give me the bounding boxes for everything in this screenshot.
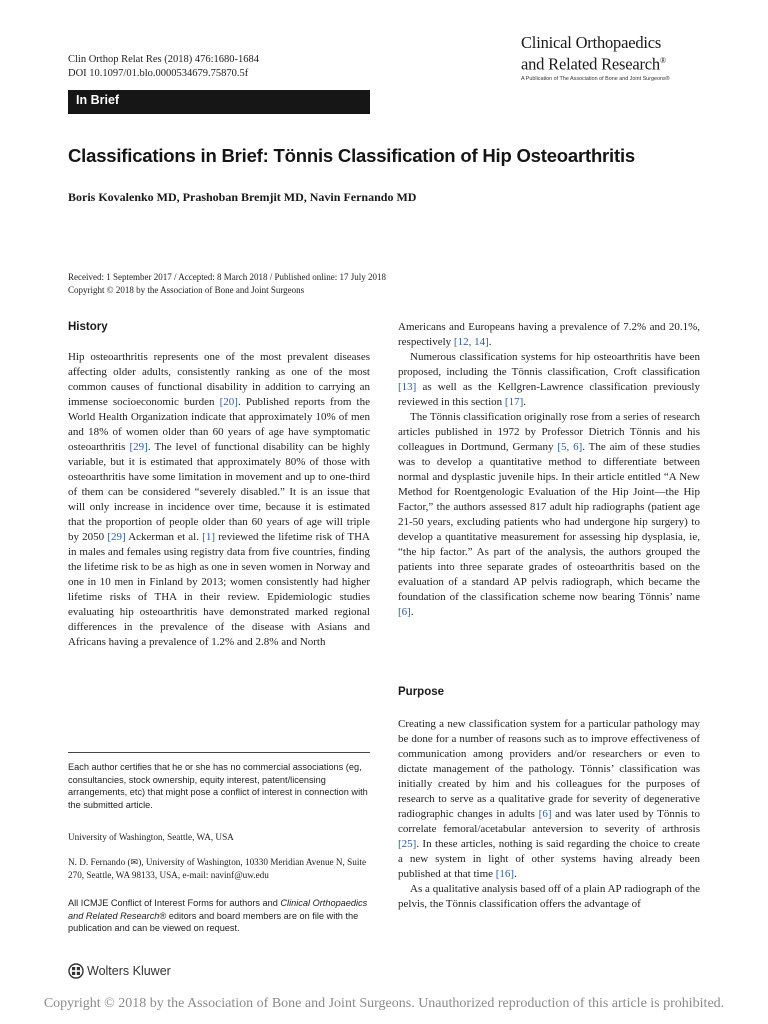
- copyright-line: Copyright © 2018 by the Association of Bone and Joint Surgeons: [68, 285, 305, 295]
- affiliation: University of Washington, Seattle, WA, USA: [68, 832, 234, 842]
- citation-block: [68, 53, 259, 81]
- purpose-paragraph-2: As a qualitative analysis based off of a plain AP radiograph of the pelvis, the Tönnis classification offers the advantage of: [398, 883, 700, 910]
- citation-link[interactable]: [1]: [202, 531, 215, 543]
- right-column: [398, 320, 700, 620]
- doi: DOI 10.1097/01.blo.0000534679.75870.5f: [68, 68, 249, 79]
- article-title: Classifications in Brief: Tönnis Classification of Hip Osteoarthritis: [68, 145, 635, 166]
- history-paragraph-1-continued: Americans and Europeans having a prevalence of 7.2% and 20.1%, respectively [12, 14].: [398, 321, 700, 348]
- purpose-heading: Purpose: [398, 686, 445, 698]
- section-bar: [68, 90, 370, 114]
- page-footer-copyright: Copyright © 2018 by the Association of Bone and Joint Surgeons. Unauthorized reproduction of this article is prohibited.: [43, 996, 725, 1011]
- purpose-column: [398, 717, 700, 912]
- conflict-disclosure: Each author certifies that he or she has no commercial associations (eg, consultancies, stock ownership, equity interest, patent/licensing arrangements, etc) that might pose a conflict of interest in connection with the submitted article.: [68, 762, 368, 810]
- registered-mark: ®: [659, 56, 666, 65]
- section-label: In Brief: [76, 93, 120, 107]
- citation-link[interactable]: [12, 14]: [453, 336, 489, 348]
- history-paragraph-1: Hip osteoarthritis represents one of the most prevalent diseases affecting older adults, consistently ranking as one of the most common causes of functional disability in addition to carrying an immense socioeconomic burden [20]. Published reports from the World Health Organization indicate that approximately 10% of men and 18% of women older than 60 years of age have symptomatic osteoarthritis [29]. The level of functional disability can be highly variable, but it is estimated that approximately 80% of those with osteoarthritis have some limitation in movement and up to one-third of them can be considered “severely disabled.” It is an issue that will only increase in incidence over time, because it is estimated that the proportion of people older than 60 years of age will triple by 2050 [29] Ackerman et al. [1] reviewed the lifetime risk of THA in males and females using registry data from five countries, finding the lifetime risk to be as high as one in seven women in Norway and one in 10 men in Finland by 2013; women consistently had higher lifetime risks of THA in their review. Epidemiologic studies evaluating hip osteoarthritis have demonstrated marked regional differences in the prevalence of the disease with Asians and Africans having a prevalence of 1.2% and 2.8% and North: [68, 351, 370, 648]
- history-paragraph-2: Numerous classification systems for hip osteoarthritis have been proposed, including the Tönnis classification, Croft classification [13] as well as the Kellgren-Lawrence classification previously reviewed in this section [17].: [398, 351, 700, 408]
- left-column: [68, 350, 370, 650]
- citation-link[interactable]: [5, 6]: [557, 441, 583, 453]
- citation-link[interactable]: [25]: [398, 838, 417, 850]
- correspondence: N. D. Fernando (✉), University of Washington, 10330 Meridian Avenue N, Suite 270, Seattle, WA 98133, USA, e-mail: navinf@uw.edu: [68, 857, 367, 880]
- journal-logo: [521, 34, 721, 83]
- purpose-paragraph-1: Creating a new classification system for a particular pathology may be done for a number of reasons such as to improve effectiveness of communication among providers and/or researchers or even to dictate management of the pathology. Tönnis’ classification was initially created by him and his colleagues for the purposes of research to serve as a qualitative grade for severity of degenerative radiographic changes in adults [6] and was later used by Tönnis to correlate femoral/acetabular anteversion to severity of arthrosis [25]. In these articles, nothing is said regarding the choice to create a new system in light of other systems having already been published at that time [16].: [398, 718, 700, 880]
- publisher-logo: [68, 963, 171, 979]
- citation-link[interactable]: [6]: [398, 606, 411, 618]
- publication-dates: Received: 1 September 2017 / Accepted: 8 March 2018 / Published online: 17 July 2018: [68, 272, 386, 282]
- citation-link[interactable]: [13]: [398, 381, 417, 393]
- history-heading: History: [68, 321, 108, 333]
- footnote-divider: [68, 752, 370, 753]
- journal-subtitle: A Publication of The Association of Bone and Joint Surgeons®: [521, 75, 670, 82]
- journal-name-italic: Clinical Orthopaedics and Related Research: [68, 898, 368, 921]
- journal-name-line1: Clinical Orthopaedics: [521, 33, 662, 52]
- wolters-kluwer-icon: [68, 963, 84, 979]
- icmje-statement: All ICMJE Conflict of Interest Forms for authors and Clinical Orthopaedics and Related Research® editors and board members are on file with the publication and can be viewed on request.: [68, 898, 368, 933]
- authors: Boris Kovalenko MD, Prashoban Bremjit MD, Navin Fernando MD: [68, 190, 417, 204]
- citation-link[interactable]: [16]: [495, 868, 515, 880]
- article-dates: [68, 271, 386, 297]
- citation-link[interactable]: [20]: [219, 396, 238, 408]
- publisher-name: Wolters Kluwer: [87, 964, 171, 978]
- citation: Clin Orthop Relat Res (2018) 476:1680-1684: [68, 54, 260, 65]
- citation-link[interactable]: [6]: [538, 808, 552, 820]
- journal-name-line2: and Related Research®: [521, 54, 666, 74]
- citation-link[interactable]: [17]: [504, 396, 524, 408]
- citation-link[interactable]: [29]: [129, 441, 148, 453]
- citation-link[interactable]: [29]: [107, 531, 126, 543]
- history-paragraph-3: The Tönnis classification originally rose from a series of research articles published in 1972 by Professor Dietrich Tönnis and his colleagues in Dortmund, Germany [5, 6]. The aim of these studies was to develop a quantitative method to differentiate between normal and dysplastic juvenile hips. In their article entitled “A New Method for Roentgenologic Evaluation of the Hip Joint—the Hip Factor,” the authors assessed 817 adult hip radiographs (patient age 21-50 years, excluding patients who had undergone hip surgery) to develop a quantitative measurement for assessing hip dysplasia, ie, “the hip factor.” As part of the analysis, the authors grouped the patients into three separate grades of osteoarthritis based on the evaluation of a standard AP pelvis radiograph, which became the foundation of the classification scheme now bearing Tönnis’ name [6].: [398, 411, 700, 618]
